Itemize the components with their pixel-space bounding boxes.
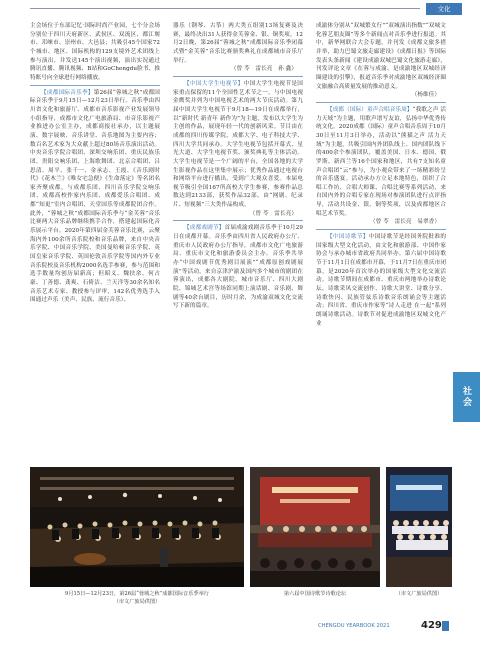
footer-year: 2021 bbox=[376, 623, 390, 629]
footer-publication bbox=[318, 623, 390, 629]
column-3 bbox=[316, 22, 446, 328]
forum-illustration bbox=[250, 467, 380, 587]
column-1 bbox=[30, 22, 160, 305]
caption-forum: 第六届中国诗歌节诗歌论坛 bbox=[283, 591, 347, 597]
col2-signature-2: （曾 苓 雷长亮） bbox=[249, 210, 297, 217]
col2-paragraph-3 bbox=[173, 224, 303, 311]
page-number: 429 bbox=[421, 620, 442, 631]
col2-p2-text: 中国大学生电视节是国家重点保留的11个全国性艺术节之一，与中国电视金鹰奖并列为中国电视艺术的两大节庆活动。第九届中国大学生电视节于9月18—19日在成都举行，以“新时代 新青年 新作为”为主题，发布以大学生为主创的作品，展现年轻一代的创新风采。节目由在成都的四川传媒学院、成都大学、电子科技大学、四川大学共同承办。大学生电视节包括开幕式、星光大道、大学生电视节奖、颁奖典礼等主体活动。大学生电视节是一个广阔的平台，全国各地的大学生影视作品在这里集中展示；优秀作品通过电视台和网络平台进行播出，受到广大观众喜爱。本届电视节吸引全国167所高校大学生参赛，参赛作品总数达到2133部，获奖作品32部，由“网剧、纪录片、短视频”三大类作品构成。 bbox=[173, 80, 303, 209]
photo-choir bbox=[386, 467, 452, 587]
col3-paragraph-2 bbox=[316, 106, 446, 219]
col3-p3-text: 中国诗歌节是经国务院批准的国家级大型文化活动，由文化和旅游部、中国作家协会与承办城市省政府共同举办。第六届中国诗歌节于11月1日在成都市开幕，于11月7日在重庆市闭幕，是2020年首次举办的国家级大型文化交流活动。诗歌节期间在成都市、重庆市两地举办诗歌论坛、诗歌采风交流创作、诗歌大讲堂、诗歌分享、诗歌快闪、民族管弦乐诗歌音乐朗诵会等主题活动；四川省、重庆市作家等“诗人走进 在一起”系列朗诵诗歌活动。诗歌节对促进成渝地区双城文化产业 bbox=[316, 234, 446, 327]
photo-concert bbox=[30, 467, 244, 587]
col3-divider-1 bbox=[316, 102, 446, 103]
col1-paragraph-1: 主会场位于东部记忆·国际时尚产业园，七个分会场分别位于四川天府新区、武侯区、双流区、都江堰市、邛崃市、崇州市、大邑县；共吸引45个国家72个城市、地区、国际机构的129支境外艺术团线上参与演出，并发送145个演出视频，演出实况通过腾讯直播、腾讯视频、B站和GoChengdu脸书、推特账号向全球进行网络播放。 bbox=[30, 23, 160, 81]
col1-paragraph-2 bbox=[30, 89, 160, 305]
col3-paragraph-1: 成渝体分别从“双城繁女行”“双城演出指数”“双城文化蓉艺朋友圈”等多个新闻点对音乐季进行报道。其中，新华网联合大会专题，并刊发《成都文旅多措并举，助力巴蜀文旅走廊建设》《成都日报》等国际发表头条新闻《建设成渝双城巴蜀文化旅游走廊》，刊发评论文章《在蓉与成渝、是成渝地区双城经济圈建设的引擎》，报道音乐季对成渝地区双城经济圈文旅融合高质量发展的推动意义。 bbox=[316, 23, 446, 90]
section-side-tab: 社会 bbox=[453, 372, 480, 422]
column-2 bbox=[173, 22, 303, 311]
col3-signature-2: （曾 苓 雷长亮 易翠香） bbox=[370, 219, 440, 226]
col1-p2-heading: 【成都国际音乐季】 bbox=[41, 89, 94, 96]
col2-p3-text: 首届成渝戏剧音乐季于10月29日在成都开幕。音乐季由四川省人民政府办公厅、重庆市人民政府办公厅指导，成都市文化广电旅游局、重庆市文化和旅游委员会主办。音乐季共举办“中国戏剧节优秀剧目展演”“成都原创戏剧展演”等活动，来自京津沪渝及国内多个城市的剧团在蓉演出，成都各大剧院、城市音乐厅、四川大剧院、锦城艺术宫等场馆同期上演话剧、音乐剧、舞剧等40余台剧目，历时月余，为成渝双城文化交流写下新的篇章。 bbox=[173, 225, 304, 310]
col3-p3-heading: 【中国诗歌节】 bbox=[327, 234, 369, 241]
concert-illustration bbox=[30, 467, 244, 587]
caption-concert-text: 9月15日—12月23日，第26届“蓉城之秋”成都国际音乐季举行 bbox=[65, 591, 209, 597]
section-tag: 文化 bbox=[426, 3, 462, 15]
col3-signature-1: （杨维佳） bbox=[411, 92, 440, 99]
col3-p2-text: “我歌之声 活力天域”为主题，用歌声谱写友谊，弘扬中华优秀传统文化。2020成都（国际）童声合唱音乐周于10月30日至11月3日举办，活动以“熊猫之声 活力天域”为主题，共吸引国内外团队线上、国内团队线下的400余个参演团队，覆盖美国、日本、德国、俄罗斯、新西兰等16个国家和地区，共有7支知名童声合唱团“云”参与，为小观众带来了一场精彩纷呈的音乐盛宴。活动承办方立足本地特色，组织了合唱工作坊、合唱大师课、合唱比赛等系列活动，来自国内外的合唱专家在现场对参演团队进行点评指导，活动共设金、银、铜等奖项，以及成都地区合唱艺术节奖。 bbox=[316, 106, 446, 217]
footer-publication-name: CHENGDU YEARBOOK bbox=[318, 623, 375, 629]
col3-p2-heading: 【成都（国际）童声合唱音乐周】 bbox=[327, 106, 413, 113]
page-marker bbox=[442, 621, 449, 631]
choir-illustration bbox=[386, 467, 452, 587]
photo-poetry-forum bbox=[250, 467, 380, 587]
caption-concert bbox=[30, 590, 244, 606]
col2-signature-1: （曾 苓 雷长亮 孙 鑫） bbox=[230, 66, 297, 73]
col3-divider-2 bbox=[316, 229, 446, 230]
header-rule bbox=[30, 8, 420, 9]
col1-divider bbox=[30, 85, 160, 86]
col2-divider-1 bbox=[173, 76, 303, 77]
col2-divider-2 bbox=[173, 220, 303, 221]
col1-p2-text: 第26届“蓉城之秋”成都国际音乐季于9月15日—12月23日举行。音乐季由四川省文化和旅游厅、成都市音乐影视产业发展领导小组指导，成都市文化广电旅游局、市音乐影视产业推进办公室主办，成都商报社承办，以主题展演、数字展映、音乐讲堂、音乐地图为主要内容；数百名艺术家为大众献上超过80场音乐演出活动。中央音乐学院合唱团、深圳交响乐团、重庆民族乐团、贵阳交响乐团、上海歌舞团、北京合唱团、吕思清、周平、张千一、金承志、王霞、《音乐剧时代》《花木兰》《唯女宅急便》《生命落定》等名团名家齐聚成都，与成都乐团、四川音乐学院交响乐团、成都高校作家内乐团、成都爱乐合唱团、成都“知更”室内合唱团、天堂国乐等成都院团合作。此外，“蓉城之秋”成都国际音乐季与“金芙蓉”音乐比赛两大音乐品牌继续携手合作，搭建起国际化音乐展示平台。2020年第四届金芙蓉音乐比赛，云聚海内外100余所音乐院校和音乐品牌，来自中央音乐学院、中国音乐学院、美国曼哈顿音乐学院、英国皇家音乐学院、英国伦敦音乐学院等国内外专业音乐院校及音乐机构2000名选手参赛，参与范围和选手数量均创历届新高；但昭义、魏扶余、何占豪、丁善德、龚爽、石倚洁、兰天洋等30余名知名音乐艺术专家、教授参与评审，142名优秀选手入围通过声乐（美声、民族、流行音乐）、 bbox=[30, 89, 160, 304]
col2-p3-heading: 【成都戏剧节】 bbox=[184, 225, 225, 232]
col2-paragraph-1: 器乐（钢琴、古筝）两大类五组别13场复赛及决赛，最终决出31人获得金芙蓉金、银、铜奖项。12月2日晚，第26届“蓉城之秋”成都国际音乐季闭幕式暨”金芙蓉”音乐比赛颁奖典礼在成都城市音乐厅举行。 bbox=[173, 23, 303, 64]
caption-concert-credit: （市文广旅局供图） bbox=[113, 599, 161, 605]
col2-p2-heading: 【中国大学生电视节】 bbox=[184, 80, 244, 87]
col2-paragraph-2 bbox=[173, 80, 303, 210]
caption-choir: （市文广旅局供图） bbox=[395, 591, 443, 597]
col3-paragraph-3 bbox=[316, 233, 446, 328]
